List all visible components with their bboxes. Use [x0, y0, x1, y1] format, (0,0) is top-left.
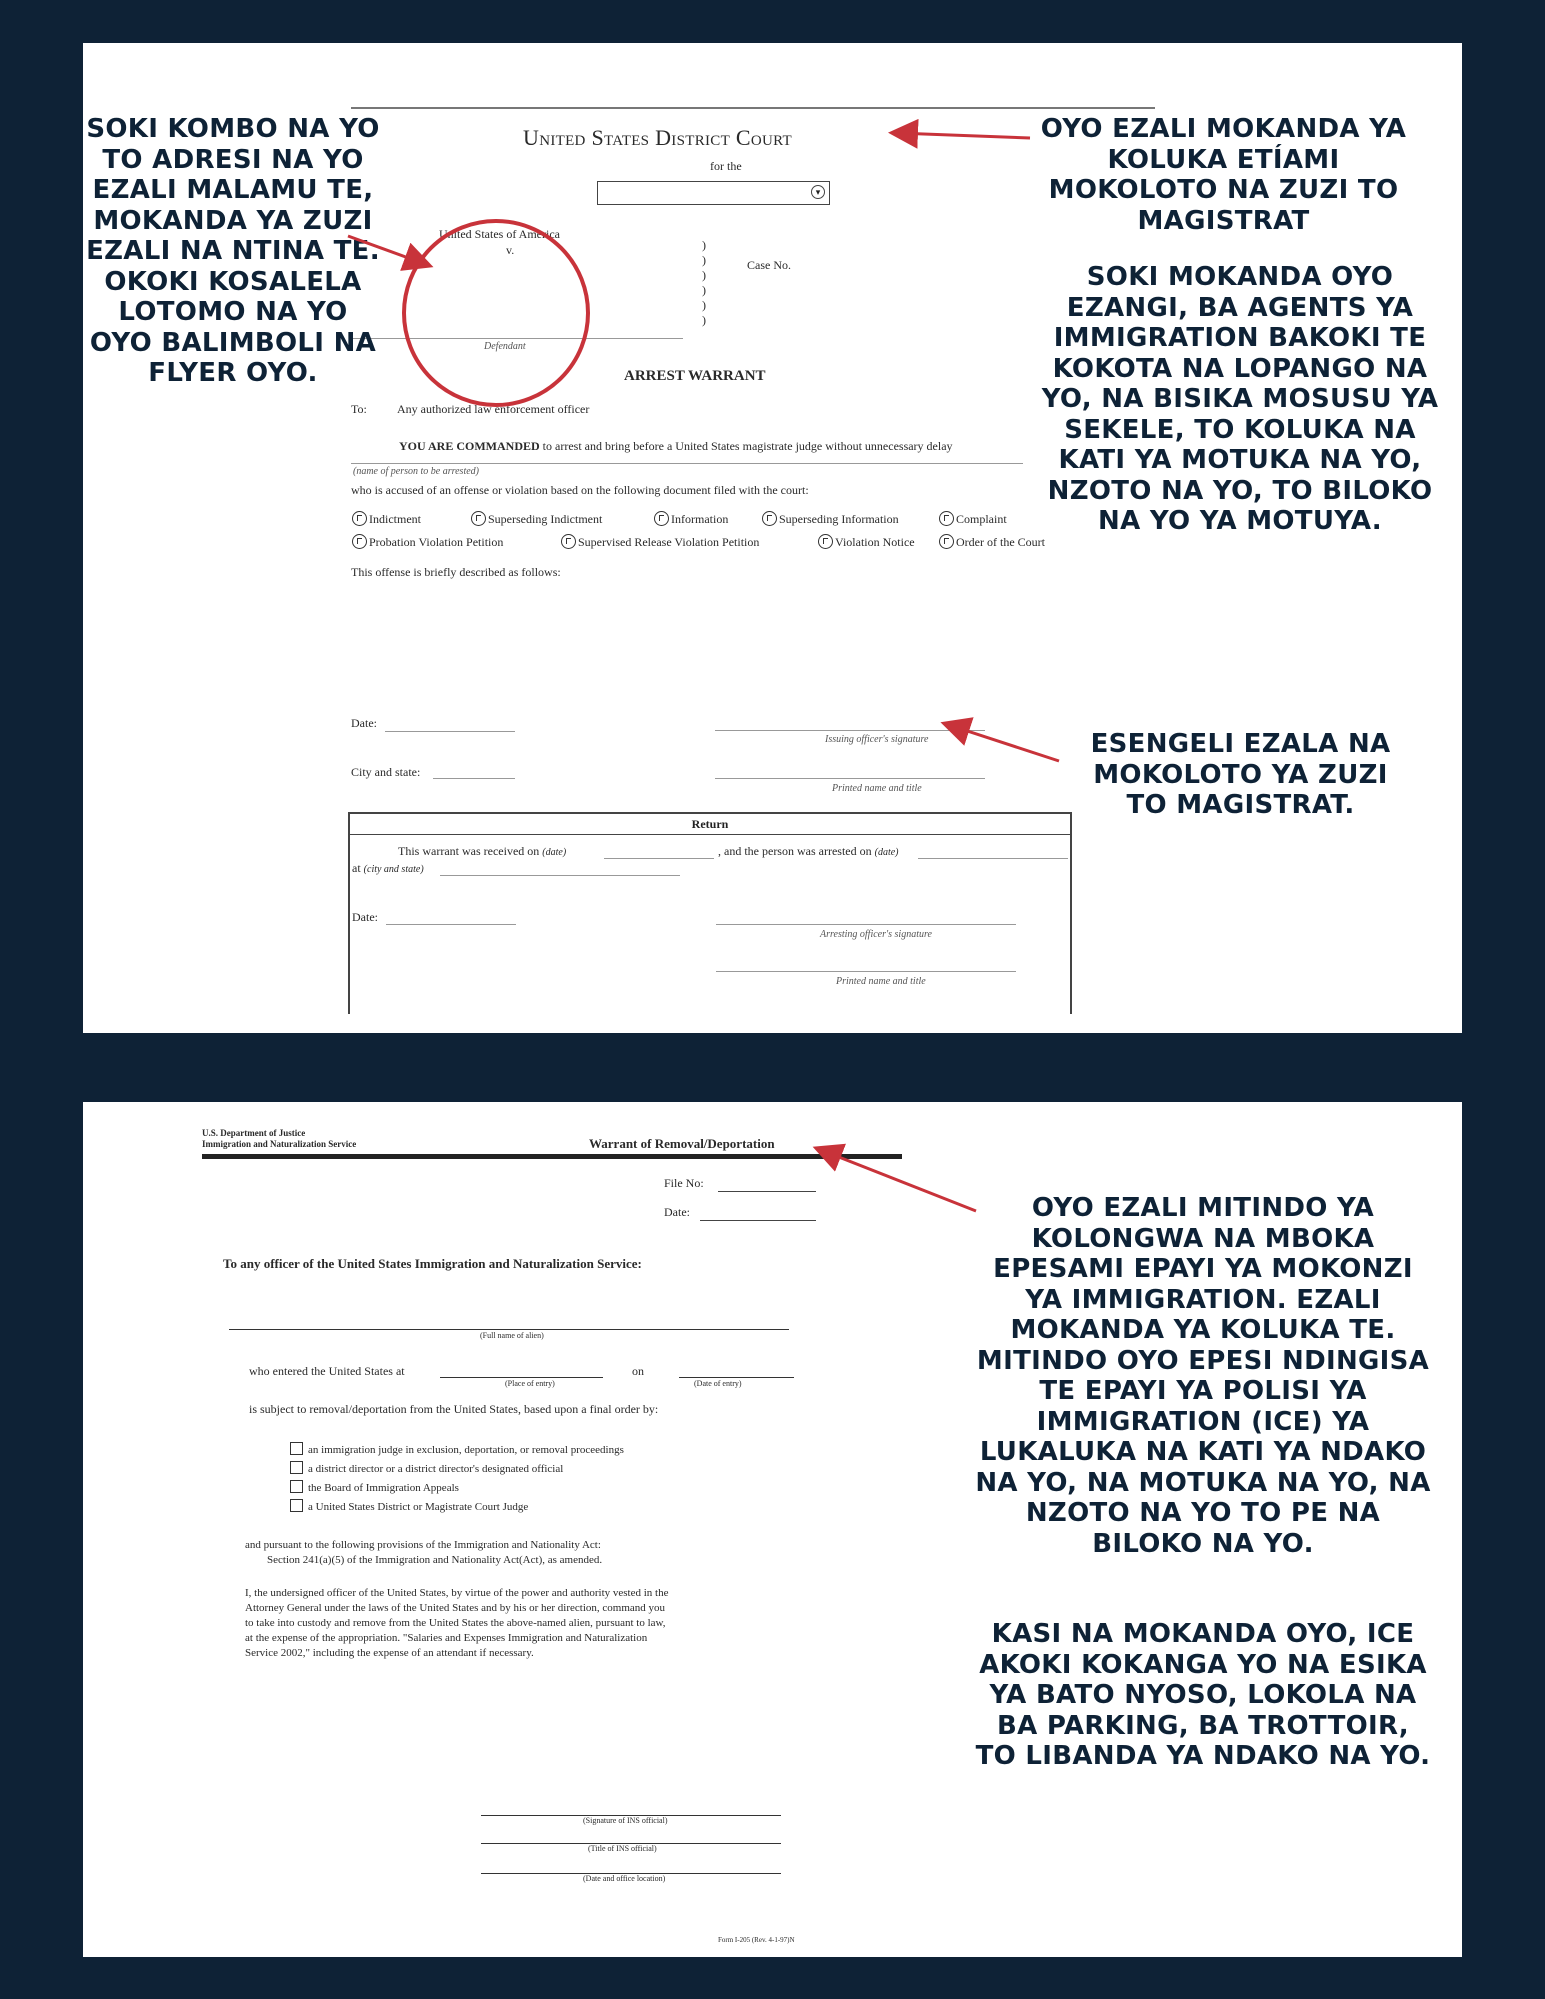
option-probation-violation[interactable]: Probation Violation Petition	[352, 534, 503, 550]
issuing-signature-label: Issuing officer's signature	[825, 734, 929, 745]
checkbox-bia[interactable]: the Board of Immigration Appeals	[290, 1480, 459, 1494]
callout-right-top-2: SOKI MOKANDA OYO EZANGI, BA AGENTS YA IMMIGRATION BAKOKI TE KOKOTA NA LOPANGO NA YO, NA BISIKA MOSUSU YA SEKELE, TO KOLUKA NA KATI YA MOTUKA NA YO, NZOTO NA YO, TO BILOKO NA YO YA MOTUYA.	[1041, 262, 1439, 536]
to-officer-text: To any officer of the United States Immigration and Naturalization Service:	[223, 1256, 642, 1271]
file-no-label: File No:	[664, 1176, 704, 1190]
return-title: Return	[350, 814, 1070, 835]
callout-right-bottom-1: OYO EZALI MITINDO YA KOLONGWA NA MBOKA EPESAMI EPAYI YA MOKONZI YA IMMIGRATION. EZALI MOKANDA YA KOLUKA TE. MITINDO OYO EPESI NDINGISA TE EPAYI YA POLISI YA IMMIGRATION (ICE) YA LUKALUKA NA KATI YA NDAKO NA YO, NA MOTUKA NA YO, NA NZOTO NA YO TO PE NA BILOKO NA YO.	[975, 1193, 1431, 1559]
option-information[interactable]: Information	[654, 511, 728, 527]
caption-v: v.	[506, 243, 515, 257]
full-name-hint: (Full name of alien)	[480, 1331, 544, 1340]
annotation-overlay	[83, 43, 1462, 1033]
date-label: Date:	[351, 716, 377, 730]
form-number: Form I-205 (Rev. 4-1-97)N	[718, 1936, 795, 1944]
printed-name-label: Printed name and title	[832, 783, 922, 794]
pursuant-text: and pursuant to the following provisions of the Immigration and Nationality Act: Section 241(a)(5) of the Immigration and Nationality Act(Act), as amended.	[245, 1539, 603, 1566]
on-text: on	[632, 1364, 644, 1378]
return-date-label: Date:	[352, 910, 378, 924]
entered-text: who entered the United States at	[249, 1364, 405, 1378]
option-complaint[interactable]: Complaint	[939, 511, 1007, 527]
name-hint: (name of person to be arrested)	[353, 466, 479, 477]
arrow-icon	[348, 236, 425, 264]
arrow-icon	[949, 725, 1059, 761]
commanded-rest: to arrest and bring before a United States magistrate judge without unnecessary delay	[542, 439, 953, 453]
accused-text: who is accused of an offense or violation based on the following document filed with the court:	[351, 483, 809, 497]
subject-text: is subject to removal/deportation from the United States, based upon a final order by:	[249, 1402, 659, 1416]
for-the-label: for the	[710, 159, 742, 173]
checkbox-immigration-judge[interactable]: an immigration judge in exclusion, deportation, or removal proceedings	[290, 1442, 624, 1456]
dept-heading: U.S. Department of Justice Immigration and Naturalization Service	[202, 1128, 357, 1149]
arrow-icon	[821, 1150, 976, 1211]
commanded-bold: YOU ARE COMMANDED	[399, 439, 540, 453]
caption-parens: ) ) ) ) ) )	[702, 238, 706, 327]
callout-left-top: SOKI KOMBO NA YO TO ADRESI NA YO EZALI MALAMU TE, MOKANDA YA ZUZI EZALI NA NTINA TE. OKOKI KOSALELA LOTOMO NA YO OYO BALIMBOLI NA FLYER OYO.	[86, 114, 380, 388]
at-text: at (city and state)	[352, 861, 424, 875]
option-order-of-court[interactable]: Order of the Court	[939, 534, 1045, 550]
date-entry-hint: (Date of entry)	[694, 1379, 742, 1388]
offense-text: This offense is briefly described as follows:	[351, 565, 561, 579]
callout-right-top-1: OYO EZALI MOKANDA YA KOLUKA ETÍAMI MOKOLOTO NA ZUZI TO MAGISTRAT	[1040, 114, 1407, 236]
option-superseding-indictment[interactable]: Superseding Indictment	[471, 511, 602, 527]
arrow-icon	[897, 133, 1030, 138]
case-no-label: Case No.	[747, 258, 791, 272]
date-label: Date:	[664, 1205, 690, 1219]
defendant-label: Defendant	[484, 341, 526, 352]
arrested-text: , and the person was arrested on (date)	[718, 844, 899, 858]
printed-name-label-2: Printed name and title	[836, 976, 926, 987]
caption-parties: United States of America	[439, 227, 560, 241]
city-state-label: City and state:	[351, 765, 421, 779]
dropdown-icon: ▾	[811, 185, 825, 199]
authority-paragraph: I, the undersigned officer of the United States, by virtue of the power and authority vested in the Attorney General under the laws of the United States and by his or her direction, command you to take into custody and remove from the United States the above-named alien, pursuant to law, at the expense of the appropriation. "Salaries and Expenses Immigration and Naturalization Service 2002," including the expense of an attendant if necessary.	[245, 1587, 669, 1659]
option-superseding-information[interactable]: Superseding Information	[762, 511, 899, 527]
removal-warrant-panel	[83, 1102, 1462, 1957]
option-supervised-release[interactable]: Supervised Release Violation Petition	[561, 534, 759, 550]
checkbox-court-judge[interactable]: a United States District or Magistrate Court Judge	[290, 1499, 528, 1513]
option-violation-notice[interactable]: Violation Notice	[818, 534, 915, 550]
form-title: ARREST WARRANT	[624, 368, 766, 384]
callout-right-bottom-2: KASI NA MOKANDA OYO, ICE AKOKI KOKANGA YO NA ESIKA YA BATO NYOSO, LOKOLA NA BA PARKING, BA TROTTOIR, TO LIBANDA YA NDAKO NA YO.	[975, 1619, 1431, 1771]
date-office-label: (Date and office location)	[583, 1874, 666, 1883]
to-value: Any authorized law enforcement officer	[397, 402, 590, 416]
to-label: To:	[351, 402, 367, 416]
arresting-signature-label: Arresting officer's signature	[820, 929, 932, 940]
court-title: United States District Court	[523, 125, 792, 150]
annotation-overlay-2	[83, 1102, 1462, 1957]
callout-right-mid: ESENGELI EZALA NA MOKOLOTO YA ZUZI TO MAGISTRAT.	[1090, 729, 1391, 820]
option-indictment[interactable]: Indictment	[352, 511, 421, 527]
arrest-warrant-panel	[83, 43, 1462, 1033]
place-hint: (Place of entry)	[505, 1379, 555, 1388]
removal-title: Warrant of Removal/Deportation	[589, 1136, 775, 1151]
ins-signature-label: (Signature of INS official)	[583, 1816, 668, 1825]
ins-title-label: (Title of INS official)	[588, 1844, 657, 1853]
checkbox-district-director[interactable]: a district director or a district director's designated official	[290, 1461, 563, 1475]
defendant-highlight-circle	[404, 221, 588, 405]
received-text: This warrant was received on (date)	[398, 844, 567, 858]
